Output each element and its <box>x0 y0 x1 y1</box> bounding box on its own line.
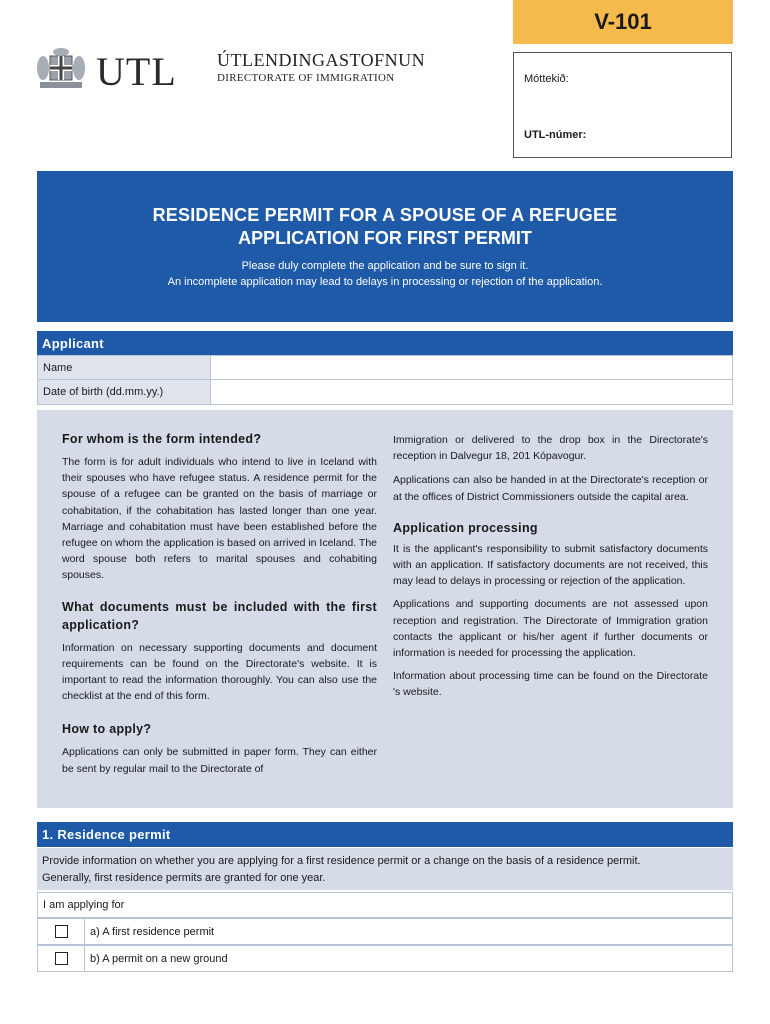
form-title-line2: APPLICATION FOR FIRST PERMIT <box>238 228 532 248</box>
applicant-heading: Applicant <box>37 331 733 355</box>
heading-processing: Application processing <box>393 520 538 535</box>
text-processing-1: It is the applicant's responsibility to submit satisfactory documents with an application. If satisfactory documents are not received, this may lead to delays in processing or rejection of the application. <box>393 542 708 588</box>
text-processing-3: Information about processing time can be found on the Directorate 's website. <box>393 670 708 699</box>
organization-subtitle: DIRECTORATE OF IMMIGRATION <box>217 72 395 84</box>
heading-intended: For whom is the form intended? <box>62 432 262 446</box>
form-code: V-101 <box>513 0 733 44</box>
residence-permit-heading: 1. Residence permit <box>37 822 733 847</box>
text-documents: Information on necessary supporting documents and document requirements can be found on the Directorate's website. It is important to read the information thoroughly. You can also use the checklist at the end of this form. <box>62 641 377 703</box>
info-column-left <box>62 430 377 777</box>
applying-for-label: I am applying for <box>37 892 733 918</box>
coat-of-arms-logo <box>36 48 86 90</box>
option-new-ground-row <box>37 945 733 972</box>
description-line2: Generally, first residence permits are granted for one year. <box>42 872 326 884</box>
residence-permit-description <box>37 848 733 890</box>
information-panel <box>37 410 733 808</box>
heading-how-to-apply: How to apply? <box>62 722 152 737</box>
new-ground-checkbox[interactable] <box>55 952 68 965</box>
option-first-permit-label: a) A first residence permit <box>90 925 215 938</box>
name-row <box>37 355 733 380</box>
title-banner <box>37 171 733 322</box>
text-handed-in: Applications can also be handed in at the Directorate's reception or at the offices of District Commissioners outside the capital area. <box>393 474 708 503</box>
dob-row <box>37 379 733 405</box>
dob-input[interactable] <box>211 380 732 404</box>
description-line1: Provide information on whether you are applying for a first residence permit or a change on the basis of a residence permit. <box>42 855 641 867</box>
instruction-line1: Please duly complete the application and be sure to sign it. <box>241 260 529 272</box>
heading-documents: What documents must be included with the first application? <box>62 599 377 632</box>
received-label: Móttekið: <box>524 73 569 85</box>
option-new-ground-label: b) A permit on a new ground <box>90 952 228 965</box>
form-title-line1: RESIDENCE PERMIT FOR A SPOUSE OF A REFUGEE <box>152 205 618 225</box>
dob-label: Date of birth (dd.mm.yy.) <box>38 380 211 404</box>
organization-name: ÚTLENDINGASTOFNUN <box>217 50 426 70</box>
logo-wordmark: UTL <box>96 49 177 94</box>
text-intended: The form is for adult individuals who intend to live in Iceland with their spouses who have refugee status. A residence permit for the spouse of a refugee can be granted on the basis of marriage or cohabitation, if the cohabitation has lasted longer than one year. Marriage and cohabitation must have been established before the refugee on whom the application is based on arrived in Iceland. The word spouse both refers to marital spouses and cohabiting spouses. <box>62 456 378 582</box>
text-how-to-apply-continued: Immigration or delivered to the drop box in the Directorate's reception in Dalvegur 18, 201 Kópavogur. <box>393 434 708 463</box>
name-input[interactable] <box>211 356 732 379</box>
first-permit-checkbox[interactable] <box>55 925 68 938</box>
instruction-line2: An incomplete application may lead to delays in processing or rejection of the application. <box>167 276 603 288</box>
office-use-box <box>513 52 732 158</box>
utl-number-label: UTL-númer: <box>524 129 587 141</box>
info-column-right <box>393 432 708 701</box>
text-how-to-apply: Applications can only be submitted in paper form. They can either be sent by regular mail to the Directorate of <box>62 746 377 775</box>
option-first-permit-row <box>37 918 733 945</box>
name-label: Name <box>38 356 211 379</box>
text-processing-2: Applications and supporting documents are not assessed upon reception and registration. The Directorate of Immigration gration contacts the applicant or his/her agent if further documents or information is needed for processing the application. <box>393 598 708 660</box>
